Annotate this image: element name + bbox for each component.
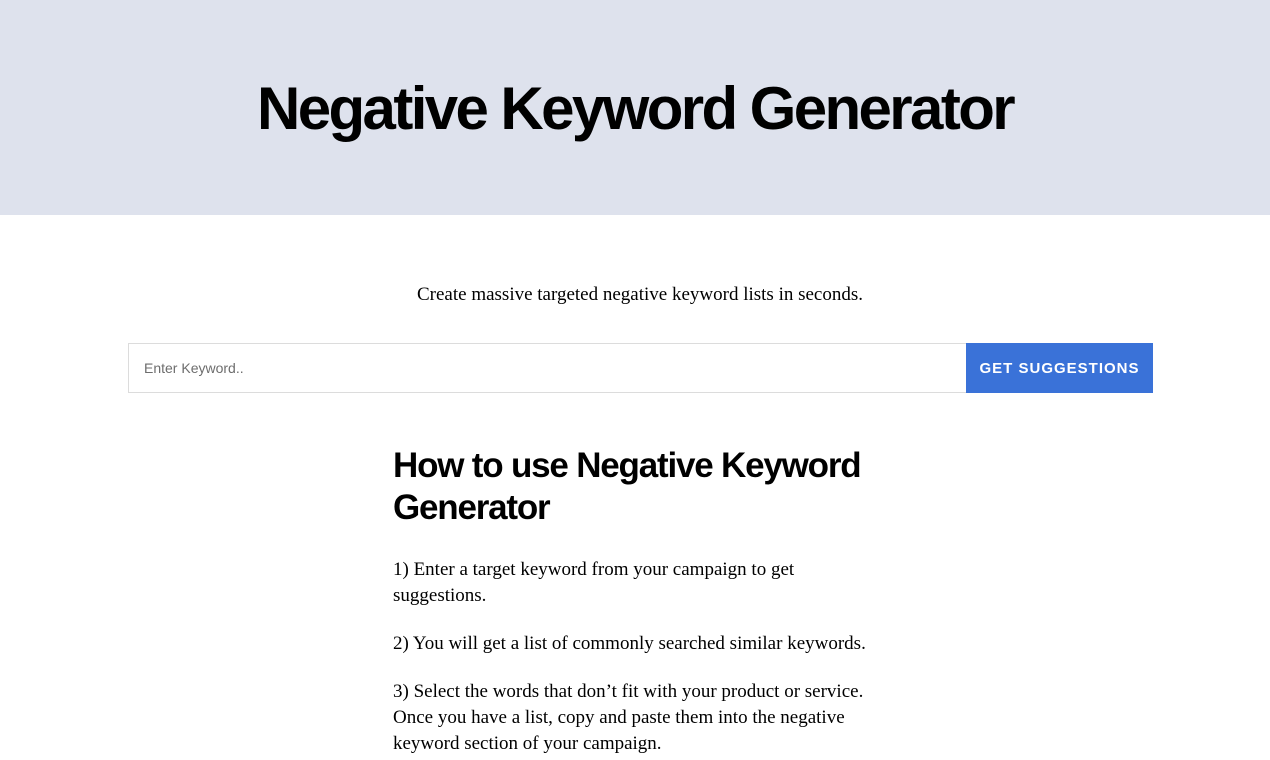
how-to-step-2: 2) You will get a list of commonly searched similar keywords. <box>393 633 866 654</box>
how-to-section <box>393 445 883 760</box>
how-to-step-1: 1) Enter a target keyword from your campaign to get suggestions. <box>393 559 795 606</box>
how-to-heading: How to use Negative Keyword Generator <box>393 446 861 527</box>
get-suggestions-button[interactable]: GET SUGGESTIONS <box>966 343 1153 393</box>
hero-banner <box>0 0 1270 215</box>
keyword-input[interactable] <box>128 343 966 393</box>
page-title: Negative Keyword Generator <box>257 75 1013 142</box>
how-to-step-3: 3) Select the words that don’t fit with your product or service. Once you have a list, copy and paste them into the negative keyword section of your campaign. <box>393 681 864 754</box>
tagline: Create massive targeted negative keyword lists in seconds. <box>416 284 864 305</box>
main-content <box>0 215 1270 760</box>
keyword-search-form <box>128 343 1153 393</box>
